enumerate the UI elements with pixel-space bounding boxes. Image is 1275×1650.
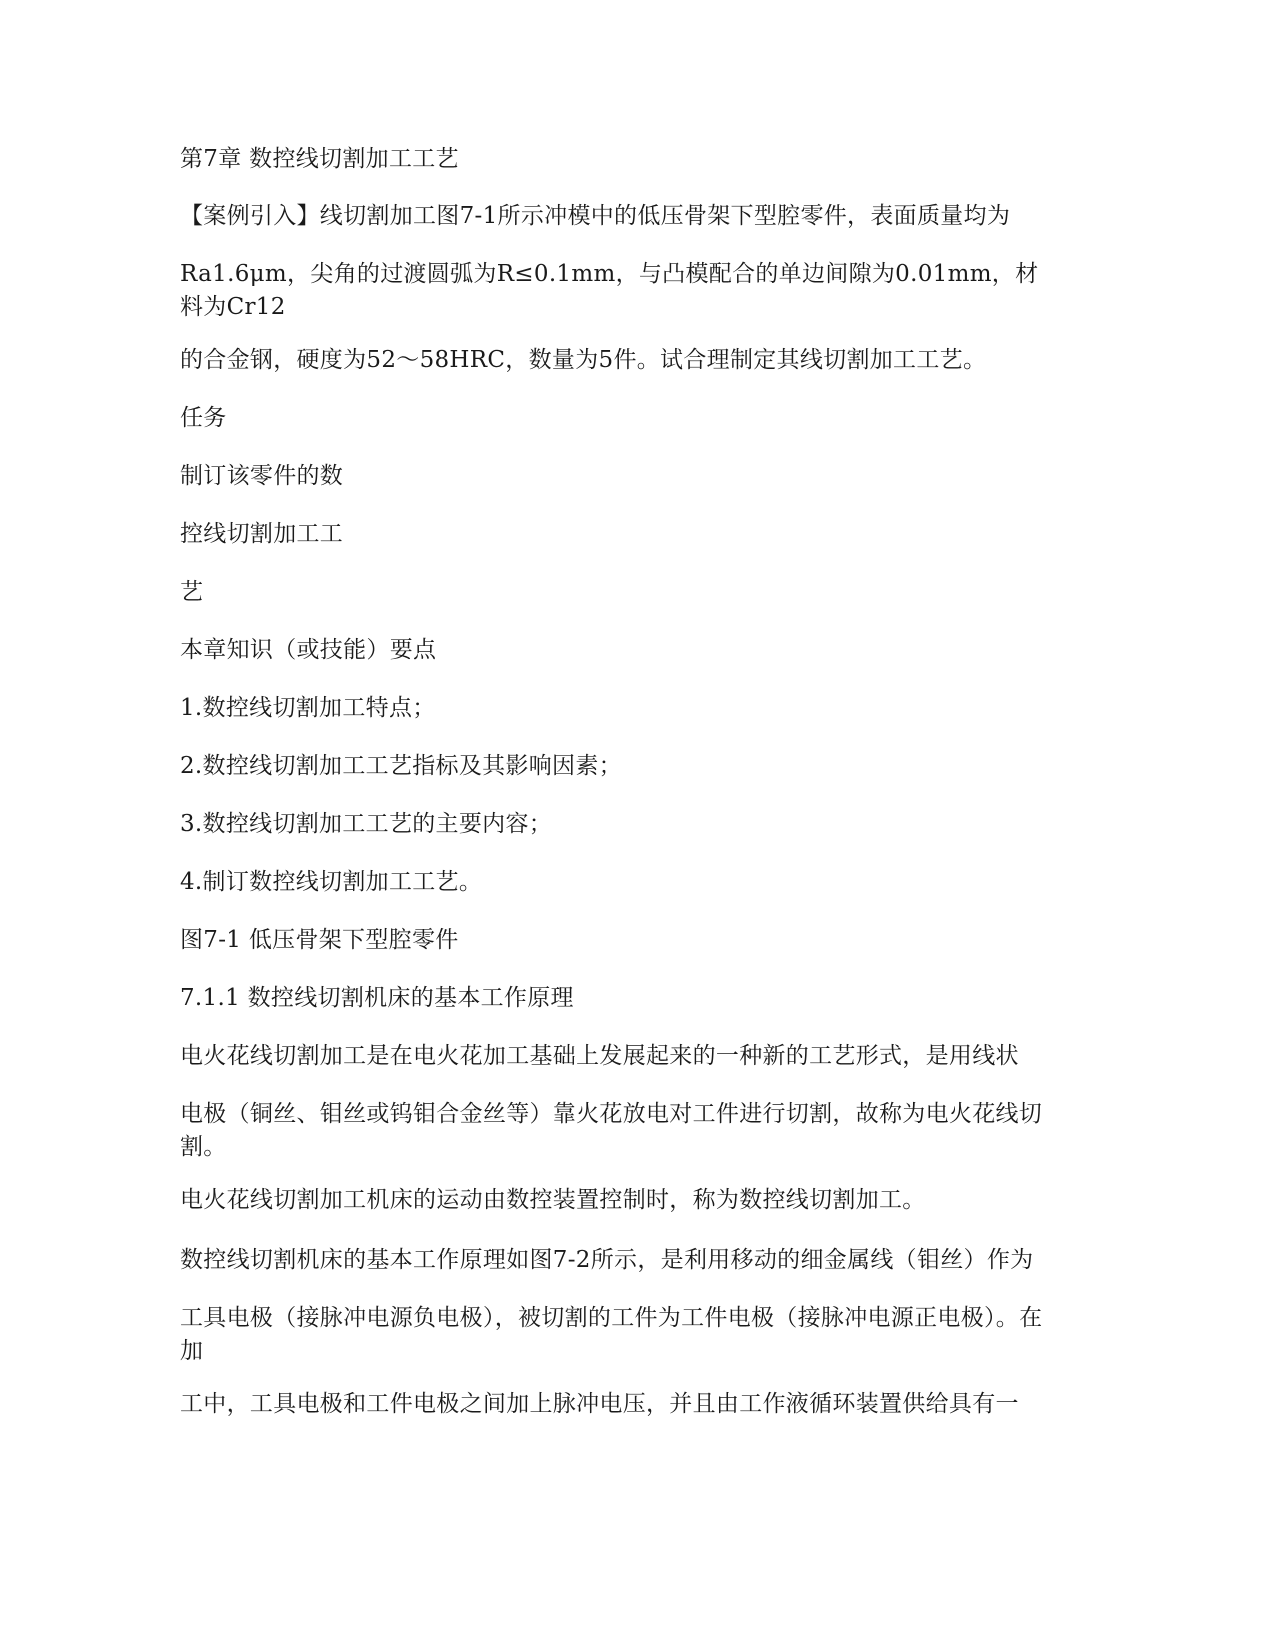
body-paragraph-1-line-1: 电火花线切割加工是在电火花加工基础上发展起来的一种新的工艺形式，是用线状 <box>180 1043 1019 1069</box>
section-heading: 7.1.1 数控线切割机床的基本工作原理 <box>180 985 574 1011</box>
task-text-2: 控线切割加工工 <box>180 521 344 547</box>
body-paragraph-2: 电火花线切割加工机床的运动由数控装置控制时，称为数控线切割加工。 <box>180 1187 926 1213</box>
key-point-4: 4.制订数控线切割加工工艺。 <box>180 869 483 895</box>
chapter-title: 第7章 数控线切割加工工艺 <box>180 146 459 172</box>
task-text-1: 制订该零件的数 <box>180 463 344 489</box>
task-text-3: 艺 <box>180 579 204 605</box>
body-paragraph-1-line-2: 电极（铜丝、钼丝或钨钼合金丝等）靠火花放电对工件进行切割，故称为电火花线切割。 <box>180 1101 1043 1160</box>
case-intro-line-3: 的合金钢，硬度为52～58HRC，数量为5件。试合理制定其线切割加工工艺。 <box>180 347 987 373</box>
key-point-3: 3.数控线切割加工工艺的主要内容； <box>180 811 553 837</box>
case-intro-line-2: Ra1.6μm，尖角的过渡圆弧为R≤0.1mm，与凸模配合的单边间隙为0.01mm，材料为Cr12 <box>180 261 1039 320</box>
body-paragraph-3-line-2: 工具电极（接脉冲电源负电极），被切割的工件为工件电极（接脉冲电源正电极）。在加 <box>180 1305 1043 1364</box>
figure-caption: 图7-1 低压骨架下型腔零件 <box>180 927 459 953</box>
body-paragraph-3-line-3: 工中，工具电极和工件电极之间加上脉冲电压，并且由工作液循环装置供给具有一 <box>180 1391 1019 1417</box>
key-point-1: 1.数控线切割加工特点； <box>180 695 436 721</box>
key-point-2: 2.数控线切割加工工艺指标及其影响因素； <box>180 753 622 779</box>
case-intro-line-1: 【案例引入】线切割加工图7-1所示冲模中的低压骨架下型腔零件，表面质量均为 <box>180 203 1011 229</box>
task-label: 任务 <box>180 405 227 431</box>
key-points-heading: 本章知识（或技能）要点 <box>180 637 437 663</box>
body-paragraph-3-line-1: 数控线切割机床的基本工作原理如图7-2所示，是利用移动的细金属线（钼丝）作为 <box>180 1247 1034 1273</box>
